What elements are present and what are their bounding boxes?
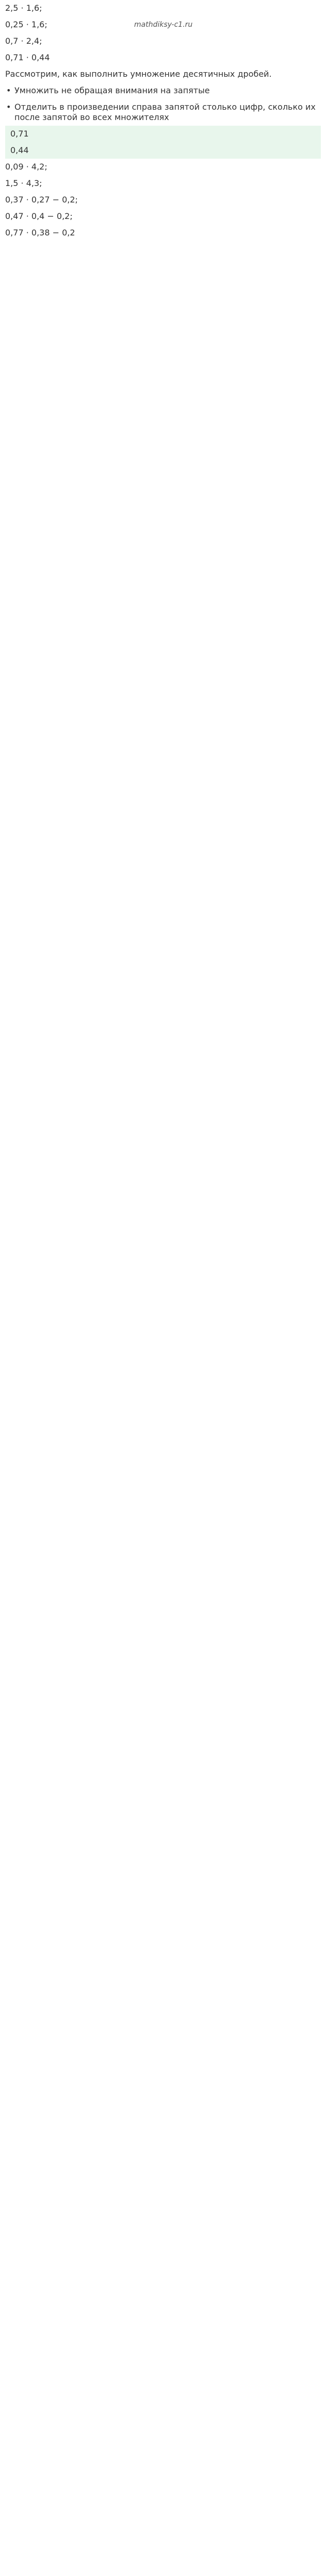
line-10: 0,47 · 0,4 − 0,2; bbox=[5, 211, 73, 221]
line-6: 0,44 bbox=[10, 145, 29, 155]
line-4: 0,71 · 0,44 bbox=[5, 53, 50, 62]
watermark: mathdiksy-c1.ru bbox=[134, 21, 193, 29]
line-9: 0,37 · 0,27 − 0,2; bbox=[5, 195, 78, 205]
intro: Рассмотрим, как выполнить умножение десятичных дробей. bbox=[5, 69, 272, 79]
document bbox=[0, 0, 326, 241]
line-11: 0,77 · 0,38 − 0,2 bbox=[5, 228, 75, 238]
line-7: 0,09 · 4,2; bbox=[5, 162, 47, 172]
line-2: 0,25 · 1,6; bbox=[5, 20, 47, 29]
line-3: 0,7 · 2,4; bbox=[5, 36, 42, 46]
bullet-2: • Отделить в произведении справа запятой столько цифр, сколько их после запятой во всех множителях bbox=[0, 99, 326, 126]
bullet-1: • Умножить не обращая внимания на запятые bbox=[0, 82, 326, 99]
line-8: 1,5 · 4,3; bbox=[5, 178, 42, 188]
line-5: 0,71 bbox=[10, 129, 29, 139]
highlight-block bbox=[5, 126, 321, 159]
line-1: 2,5 · 1,6; bbox=[5, 3, 42, 13]
